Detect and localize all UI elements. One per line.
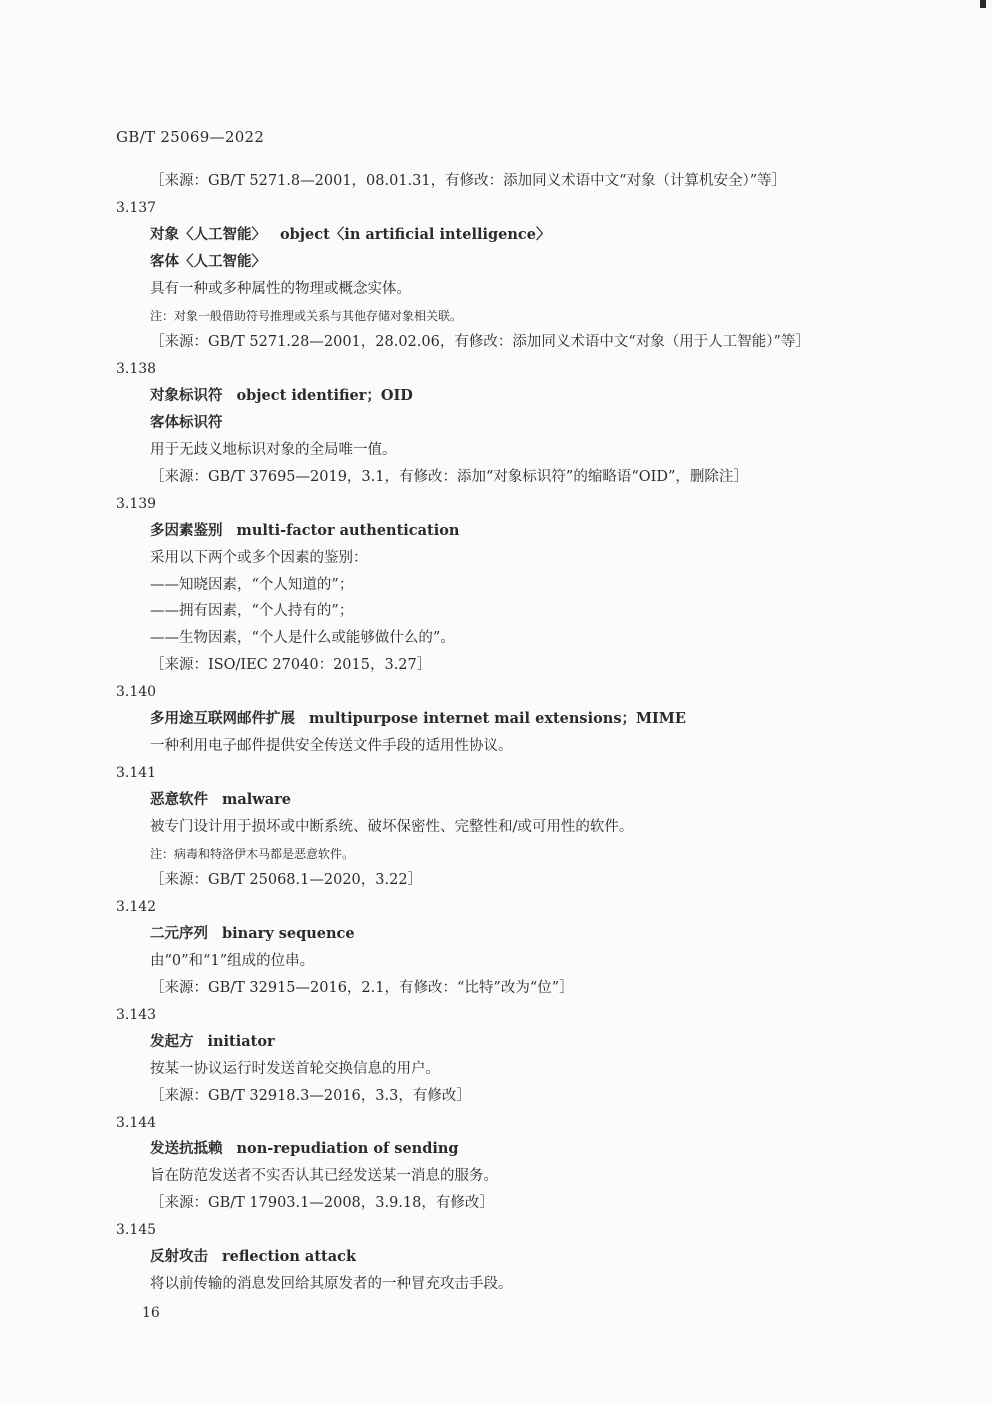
term-chinese: 客体标识符 [150, 414, 223, 432]
term-heading [150, 924, 355, 944]
source-reference: ［来源：GB/T 37695—2019，3.1，有修改：添加“对象标识符”的缩略语“OID”，删除注］ [150, 468, 748, 485]
term-heading [150, 386, 413, 406]
term-heading [150, 1139, 459, 1159]
term-chinese: 客体〈人工智能〉 [150, 252, 266, 270]
definition-text: 一种利用电子邮件提供安全传送文件手段的适用性协议。 [150, 737, 513, 754]
term-number: 3.142 [116, 899, 157, 916]
standard-code-header: GB/T 25069—2022 [116, 128, 265, 146]
term-english: object identifier；OID [236, 387, 413, 405]
term-chinese: 反射攻击 [150, 1248, 208, 1265]
definition-text: 由“0”和“1”组成的位串。 [150, 953, 315, 970]
term-number: 3.137 [116, 199, 157, 216]
definition-text: 将以前传输的消息发回给其原发者的一种冒充攻击手段。 [150, 1275, 513, 1292]
scan-mark [980, 0, 986, 8]
term-heading [150, 225, 550, 245]
term-chinese: 发送抗抵赖 [150, 1140, 223, 1158]
definition-text: ——生物因素，“个人是什么或能够做什么的”。 [150, 630, 455, 647]
term-english: object〈in artificial intelligence〉 [280, 225, 551, 243]
definition-text: 被专门设计用于损坏或中断系统、破坏保密性、完整性和/或可用性的软件。 [150, 818, 634, 835]
term-heading [150, 521, 459, 541]
source-reference: ［来源：GB/T 32915—2016，2.1，有修改：“比特”改为“位”］ [150, 980, 574, 996]
term-english: non-repudiation of sending [236, 1140, 459, 1158]
definition-text: 按某一协议运行时发送首轮交换信息的用户。 [150, 1060, 440, 1077]
term-chinese: 多用途互联网邮件扩展 [150, 710, 295, 727]
term-number: 3.139 [116, 495, 157, 512]
note-text: 注：病毒和特洛伊木马都是恶意软件。 [150, 846, 355, 861]
term-chinese: 对象〈人工智能〉 [150, 225, 266, 243]
term-chinese: 对象标识符 [150, 387, 223, 405]
term-english: binary sequence [222, 925, 355, 943]
term-number: 3.140 [116, 684, 157, 701]
term-english: multipurpose internet mail extensions；MIME [309, 710, 686, 727]
source-reference: ［来源：GB/T 5271.8—2001，08.01.31，有修改：添加同义术语中文“对象（计算机安全）”等］ [150, 173, 787, 189]
source-reference: ［来源：GB/T 32918.3—2016，3.3，有修改］ [150, 1087, 471, 1104]
source-reference: ［来源：GB/T 17903.1—2008，3.9.18，有修改］ [150, 1195, 494, 1212]
page-number: 16 [142, 1305, 160, 1321]
term-heading [150, 252, 266, 272]
term-english: reflection attack [222, 1248, 356, 1265]
source-reference: ［来源：GB/T 25068.1—2020，3.22］ [150, 872, 423, 889]
definition-text: ——知晓因素，“个人知道的”； [150, 576, 354, 593]
source-reference: ［来源：ISO/IEC 27040：2015，3.27］ [150, 657, 432, 674]
term-english: multi-factor authentication [236, 521, 460, 539]
term-chinese: 二元序列 [150, 925, 208, 943]
term-number: 3.141 [116, 764, 157, 781]
term-heading [150, 709, 686, 729]
term-heading [150, 790, 291, 810]
definition-text: 旨在防范发送者不实否认其已经发送某一消息的服务。 [150, 1168, 498, 1185]
definition-text: 用于无歧义地标识对象的全局唯一值。 [150, 442, 397, 458]
term-chinese: 恶意软件 [150, 790, 208, 808]
term-number: 3.145 [116, 1222, 157, 1239]
term-chinese: 发起方 [150, 1032, 194, 1050]
term-heading [150, 413, 223, 433]
term-chinese: 多因素鉴别 [150, 521, 223, 539]
term-english: malware [222, 790, 291, 808]
note-text: 注：对象一般借助符号推理或关系与其他存储对象相关联。 [150, 308, 463, 323]
definition-text: 具有一种或多种属性的物理或概念实体。 [150, 280, 411, 297]
term-heading [150, 1032, 275, 1052]
term-number: 3.144 [116, 1114, 157, 1131]
term-number: 3.138 [116, 361, 157, 378]
definition-text: 采用以下两个或多个因素的鉴别： [150, 549, 368, 566]
definition-text: ——拥有因素，“个人持有的”； [150, 603, 354, 620]
term-number: 3.143 [116, 1006, 157, 1023]
term-heading [150, 1247, 356, 1267]
source-reference: ［来源：GB/T 5271.28—2001，28.02.06，有修改：添加同义术语中文“对象（用于人工智能）”等］ [150, 334, 810, 351]
term-english: initiator [207, 1032, 275, 1050]
